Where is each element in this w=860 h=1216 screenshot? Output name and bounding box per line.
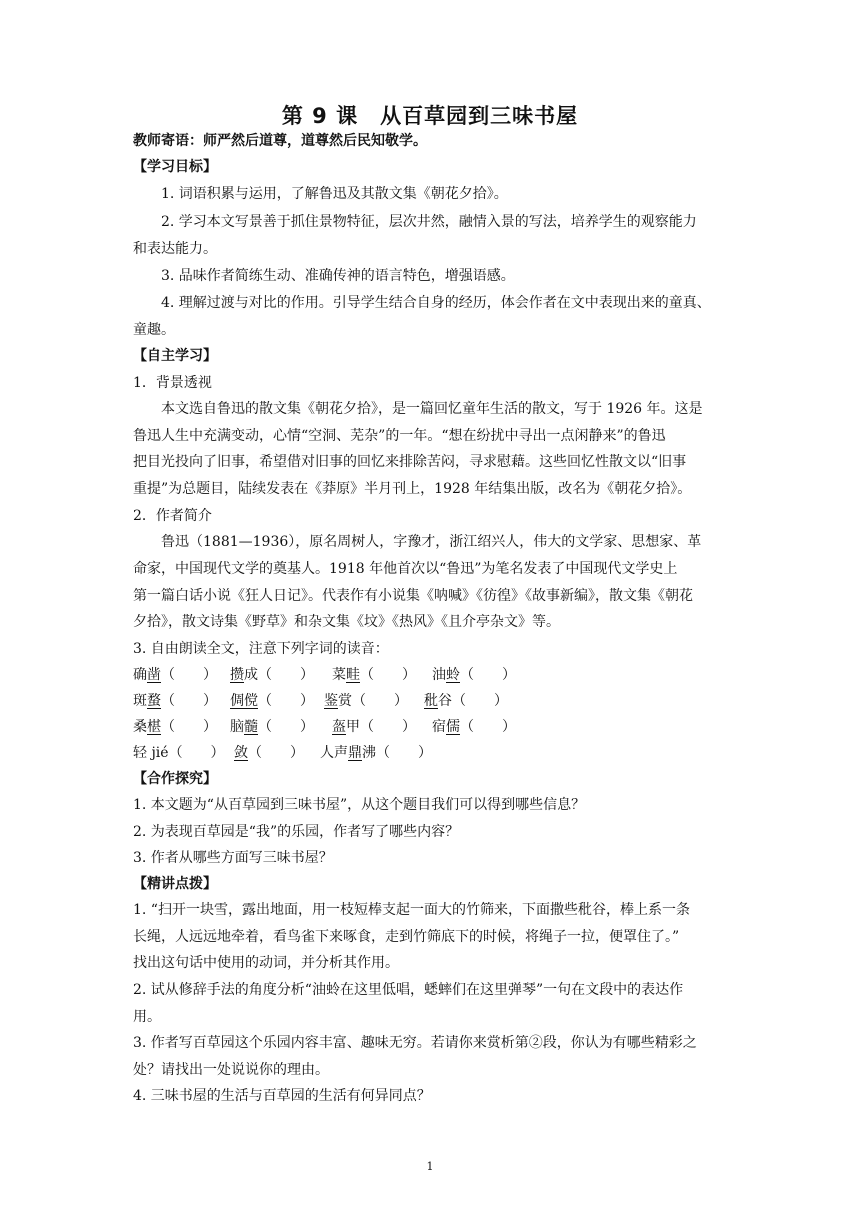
self-study-header: 【自主学习】: [133, 348, 217, 364]
vocab-item: 攒成（ ）: [230, 667, 314, 683]
vocab-item: 宿儒（ ）: [432, 719, 516, 735]
objective-line: 2. 学习本文写景善于抓住景物特征，层次井然，融情入景的写法，培养学生的观察能力: [161, 214, 697, 230]
author-line: 鲁迅（1881—1936），原名周树人，字豫才，浙江绍兴人，伟大的文学家、思想家、革: [161, 534, 702, 550]
lesson-title: 第 9 课 从百草园到三味书屋: [281, 104, 579, 128]
background-line: 把目光投向了旧事，希望借对旧事的回忆来排除苦闷，寻求慰藉。这些回忆性散文以“旧事: [133, 454, 687, 470]
key-line: 用。: [133, 1009, 161, 1025]
vocab-item: 倜傥（ ）: [230, 693, 314, 709]
objective-line: 4. 理解过渡与对比的作用。引导学生结合自身的经历，体会作者在文中表现出来的童真、: [161, 295, 711, 311]
reading-title: 3. 自由朗读全文，注意下列字词的读音：: [133, 641, 389, 657]
vocab-item: 敛（ ）: [234, 745, 304, 761]
vocab-item: 桑椹（ ）: [133, 719, 217, 735]
key-line: 2. 试从修辞手法的角度分析“油蛉在这里低唱，蟋蟀们在这里弹琴”一句在文段中的表达作: [133, 982, 684, 998]
vocab-item: 鉴赏（ ）: [324, 693, 408, 709]
vocab-item: 脑髓（ ）: [230, 719, 314, 735]
teacher-motto: 教师寄语：师严然后道尊，道尊然后民知敬学。: [133, 133, 427, 149]
objective-line: 童趣。: [133, 322, 175, 338]
key-header: 【精讲点拨】: [133, 876, 217, 892]
coop-header: 【合作探究】: [133, 771, 217, 787]
coop-question: 2. 为表现百草园是“我”的乐园，作者写了哪些内容？: [133, 824, 460, 840]
objective-line: 和表达能力。: [133, 241, 217, 257]
key-line: 长绳，人远远地牵着，看鸟雀下来啄食，走到竹筛底下的时候，将绳子一拉，便罩住了。”: [133, 929, 680, 945]
vocab-item: 油蛉（ ）: [432, 667, 516, 683]
objective-line: 1. 词语积累与运用，了解鲁迅及其散文集《朝花夕拾》。: [161, 186, 508, 202]
vocab-item: 斑蝥（ ）: [133, 693, 217, 709]
key-line: 找出这句话中使用的动词，并分析其作用。: [133, 955, 399, 971]
vocab-item: 轻 jié（ ）: [133, 745, 225, 761]
author-line: 夕拾》，散文诗集《野草》和杂文集《坟》《热风》《且介亭杂文》等。: [133, 614, 560, 630]
objective-line: 3. 品味作者简练生动、准确传神的语言特色，增强语感。: [161, 268, 515, 284]
background-line: 重提”为总题目，陆续发表在《莽原》半月刊上，1928 年结集出版，改名为《朝花夕拾》。: [133, 481, 692, 497]
background-title: 1．背景透视: [133, 375, 212, 391]
vocab-item: 菜畦（ ）: [332, 667, 416, 683]
coop-question: 3. 作者从哪些方面写三味书屋？: [133, 850, 333, 866]
vocab-item: 盔甲（ ）: [332, 719, 416, 735]
author-line: 命家，中国现代文学的奠基人。1918 年他首次以“鲁迅”为笔名发表了中国现代文学史上: [133, 561, 678, 577]
vocab-item: 人声鼎沸（ ）: [320, 745, 432, 761]
background-line: 鲁迅人生中充满变动，心情“空洞、芜杂”的一年。“想在纷扰中寻出一点闲静来”的鲁迅: [133, 428, 666, 444]
coop-question: 1. 本文题为“从百草园到三味书屋”，从这个题目我们可以得到哪些信息？: [133, 797, 586, 813]
key-line: 处？请找出一处说说你的理由。: [133, 1062, 329, 1078]
key-line: 4. 三味书屋的生活与百草园的生活有何异同点？: [133, 1088, 431, 1104]
background-line: 本文选自鲁迅的散文集《朝花夕拾》，是一篇回忆童年生活的散文，写于 1926 年。这是: [161, 401, 703, 417]
vocab-item: 秕谷（ ）: [424, 693, 508, 709]
key-line: 1. “扫开一块雪，露出地面，用一枝短棒支起一面大的竹筛来，下面撒些秕谷，棒上系一条: [133, 902, 690, 918]
objectives-header: 【学习目标】: [133, 159, 217, 175]
vocab-item: 确凿（ ）: [133, 667, 217, 683]
page-number: 1: [426, 1160, 434, 1173]
author-line: 第一篇白话小说《狂人日记》。代表作有小说集《呐喊》《彷徨》《故事新编》，散文集《朝花: [133, 588, 693, 604]
author-title: 2．作者简介: [133, 508, 212, 524]
key-line: 3. 作者写百草园这个乐园内容丰富、趣味无穷。若请你来赏析第②段，你认为有哪些精彩之: [133, 1035, 697, 1051]
